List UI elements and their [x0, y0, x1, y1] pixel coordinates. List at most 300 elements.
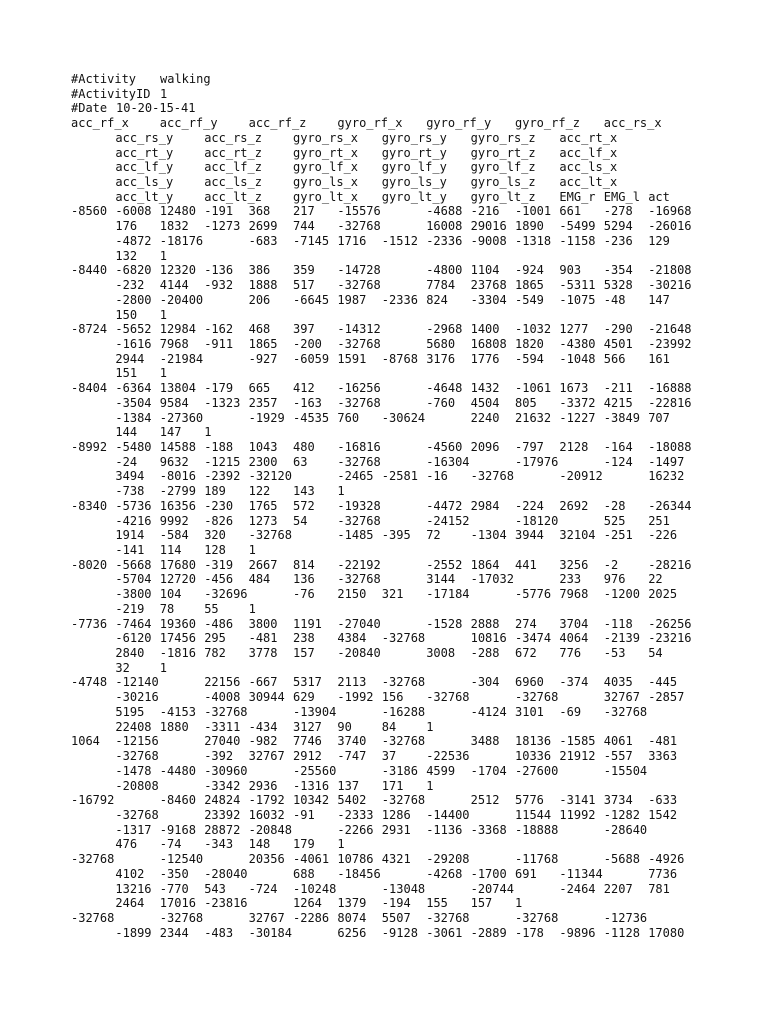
record-line [71, 720, 751, 735]
cell: 3778 [248, 646, 278, 661]
cell: -4124 [470, 704, 507, 719]
cell: 2699 [248, 219, 278, 234]
column-header-line [71, 175, 751, 190]
cell: -28040 [204, 866, 248, 881]
cell: -5688 [603, 852, 640, 867]
record-line [71, 793, 751, 808]
cell: 19360 [159, 616, 196, 631]
cell: acc_rt_x [559, 130, 618, 145]
cell: -18888 [515, 822, 559, 837]
cell: 2667 [248, 557, 278, 572]
cell: -13048 [381, 881, 426, 896]
cell: -278 [603, 204, 633, 219]
cell: -747 [337, 749, 367, 764]
cell: -191 [204, 204, 234, 219]
cell: -2968 [426, 322, 463, 337]
cell: -4480 [159, 763, 196, 778]
cell: 23392 [204, 807, 241, 822]
record-line [71, 440, 751, 455]
cell: -1512 [381, 233, 418, 248]
cell: acc_lf_x [559, 145, 618, 160]
cell: -32768 [603, 704, 648, 719]
cell: 484 [248, 572, 271, 587]
cell: -230 [204, 498, 234, 513]
cell: 1765 [248, 498, 278, 513]
cell: -16792 [71, 793, 115, 808]
cell: -633 [648, 793, 678, 808]
cell: 16356 [159, 498, 196, 513]
cell: -32768 [337, 219, 381, 234]
cell: 543 [204, 881, 226, 896]
record-line [71, 263, 751, 278]
cell: 2240 [470, 410, 500, 425]
cell: 1 [159, 366, 168, 381]
record-line [71, 617, 751, 632]
cell: 1191 [293, 616, 322, 631]
cell: 1 [159, 307, 168, 322]
cell: -1478 [115, 763, 152, 778]
cell: -23992 [648, 336, 692, 351]
cell: 137 [337, 778, 360, 793]
cell: 238 [293, 631, 315, 646]
cell: 55 [204, 601, 219, 616]
cell: -2333 [337, 807, 374, 822]
cell: 7968 [159, 336, 189, 351]
record-line [71, 219, 751, 234]
cell: 29016 [470, 219, 507, 234]
cell: -1304 [470, 528, 507, 543]
cell: 12480 [159, 204, 196, 219]
cell: 3488 [470, 734, 500, 749]
cell: 1379 [337, 896, 367, 911]
cell: 2207 [603, 881, 633, 896]
cell: -7736 [71, 616, 108, 631]
cell: -32768 [470, 469, 514, 484]
cell: -3474 [515, 631, 552, 646]
cell: 480 [293, 439, 315, 454]
cell: -13904 [293, 704, 337, 719]
cell: 206 [248, 292, 271, 307]
cell: -2581 [381, 469, 418, 484]
cell: 707 [648, 410, 670, 425]
cell: -1215 [204, 454, 241, 469]
cell: 10816 [470, 631, 507, 646]
cell: -5311 [559, 278, 596, 293]
cell: -32120 [248, 469, 292, 484]
cell: 78 [159, 601, 175, 616]
cell: 90 [337, 719, 352, 734]
cell: -26344 [648, 498, 692, 513]
cell: -16816 [337, 439, 381, 454]
cell: -32768 [381, 631, 426, 646]
cell: -32768 [337, 572, 381, 587]
cell: -28 [603, 498, 626, 513]
cell: -2336 [381, 292, 418, 307]
cell: -20848 [248, 822, 292, 837]
cell: -8560 [71, 204, 108, 219]
record-line [71, 278, 751, 293]
record-line [71, 484, 751, 499]
cell: -4061 [293, 852, 330, 867]
date-label: #Date [71, 101, 108, 116]
cell: -1317 [115, 822, 152, 837]
cell: -2800 [115, 292, 152, 307]
cell: gyro_ls_x [293, 175, 359, 190]
cell: 1914 [115, 528, 145, 543]
cell: -251 [603, 528, 633, 543]
cell: 1542 [648, 807, 678, 822]
cell: EMG_r [559, 189, 596, 204]
record-line [71, 631, 751, 646]
cell: 2128 [559, 439, 589, 454]
cell: -4688 [426, 204, 463, 219]
cell: -1992 [337, 690, 374, 705]
cell: -738 [115, 484, 145, 499]
cell: 161 [648, 351, 670, 366]
cell: -1075 [559, 292, 596, 307]
cell: -11768 [515, 852, 559, 867]
cell: -18176 [159, 233, 204, 248]
cell: -392 [204, 749, 234, 764]
cell: 3176 [426, 351, 456, 366]
cell: -14312 [337, 322, 381, 337]
cell: -164 [603, 439, 633, 454]
cell: 54 [648, 646, 663, 661]
cell: -924 [515, 263, 544, 278]
cell: -2465 [337, 469, 374, 484]
cell: 1591 [337, 351, 367, 366]
cell: 54 [293, 513, 308, 528]
cell: -350 [159, 866, 189, 881]
cell: -6364 [115, 381, 152, 396]
cell: 84 [381, 719, 397, 734]
cell: -124 [603, 454, 633, 469]
activity-id-value: 1 [160, 86, 168, 101]
cell: gyro_lf_y [381, 160, 447, 175]
record-line [71, 896, 751, 911]
cell: -354 [603, 263, 633, 278]
cell: -22536 [426, 749, 470, 764]
cell: -1528 [426, 616, 463, 631]
cell: 3144 [426, 572, 456, 587]
cell: 8074 [337, 910, 367, 925]
cell: -15576 [337, 204, 381, 219]
cell: -20744 [470, 881, 514, 896]
cell: -4268 [426, 866, 463, 881]
cell: -1048 [559, 351, 596, 366]
cell: 7784 [426, 278, 456, 293]
column-header-line [71, 146, 751, 161]
cell: 6960 [515, 675, 544, 690]
cell: -4648 [426, 381, 463, 396]
cell: -1816 [159, 646, 196, 661]
cell: -30216 [648, 278, 692, 293]
cell: -8440 [71, 263, 108, 278]
cell: -178 [515, 925, 544, 940]
record-line [71, 764, 751, 779]
cell: 386 [248, 263, 271, 278]
cell: -5480 [115, 439, 152, 454]
cell: -584 [159, 528, 189, 543]
cell: 1890 [515, 219, 544, 234]
cell: -14728 [337, 263, 381, 278]
record-line [71, 587, 751, 602]
cell: -26256 [648, 616, 692, 631]
cell: 4061 [603, 734, 633, 749]
cell: -26016 [648, 219, 692, 234]
cell: acc_rf_z [248, 116, 307, 131]
record-line [71, 558, 751, 573]
cell: acc_rs_x [603, 116, 662, 131]
cell: 27040 [204, 734, 241, 749]
cell: -1316 [293, 778, 330, 793]
record-line [71, 661, 751, 676]
cell: 1 [337, 484, 345, 499]
record-line [71, 514, 751, 529]
cell: 72 [426, 528, 441, 543]
cell: -1128 [603, 925, 640, 940]
record-line [71, 499, 751, 514]
record-line [71, 352, 751, 367]
cell: acc_rs_y [115, 130, 174, 145]
cell: 136 [293, 572, 315, 587]
cell: -6008 [115, 204, 152, 219]
cell: -1227 [559, 410, 596, 425]
activity-value: walking [160, 72, 211, 86]
cell: 7968 [559, 587, 589, 602]
cell: -76 [293, 587, 315, 602]
cell: 11544 [515, 807, 552, 822]
cell: 16008 [426, 219, 463, 234]
cell: 397 [293, 322, 315, 337]
cell: -32768 [337, 395, 381, 410]
cell: 295 [204, 631, 226, 646]
cell: 176 [115, 219, 138, 234]
cell: gyro_rf_z [515, 116, 581, 131]
cell: -16 [426, 469, 448, 484]
cell: -5704 [115, 572, 152, 587]
cell: -32768 [159, 910, 204, 925]
cell: -456 [204, 572, 234, 587]
cell: acc_rf_y [159, 116, 218, 131]
cell: 251 [648, 513, 670, 528]
cell: 1064 [71, 734, 100, 749]
cell: -1323 [204, 395, 241, 410]
cell: 3740 [337, 734, 367, 749]
cell: -32768 [337, 513, 381, 528]
cell: -32768 [381, 793, 426, 808]
cell: 665 [248, 381, 271, 396]
cell: -32768 [426, 690, 470, 705]
cell: -16968 [648, 204, 692, 219]
cell: 11992 [559, 807, 596, 822]
cell: -8460 [159, 793, 196, 808]
cell: -2392 [204, 469, 241, 484]
cell: -162 [204, 322, 234, 337]
cell: -1929 [248, 410, 285, 425]
cell: 157 [470, 896, 493, 911]
cell: -25560 [293, 763, 337, 778]
cell: 24824 [204, 793, 241, 808]
cell: 150 [115, 307, 138, 322]
record-line [71, 381, 751, 396]
cell: -141 [115, 543, 145, 557]
cell: 5317 [293, 675, 322, 690]
cell: -8724 [71, 322, 108, 337]
cell: -163 [293, 395, 322, 410]
cell: 1864 [470, 557, 500, 572]
cell: -219 [115, 601, 145, 616]
cell: 2096 [470, 439, 500, 454]
cell: 233 [559, 572, 582, 587]
cell: 2912 [293, 749, 322, 764]
cell: -32768 [115, 749, 159, 764]
cell: 3127 [293, 719, 322, 734]
cell: 9584 [159, 395, 189, 410]
cell: -2139 [603, 631, 640, 646]
cell: 274 [515, 616, 537, 631]
cell: 1273 [248, 513, 278, 528]
cell: 114 [159, 543, 182, 557]
cell: -16888 [648, 381, 692, 396]
cell: -5652 [115, 322, 152, 337]
cell: -1318 [515, 233, 552, 248]
cell: gyro_rt_z [470, 145, 536, 160]
cell: 1 [337, 837, 345, 852]
cell: -2857 [648, 690, 685, 705]
cell: 32 [115, 660, 130, 675]
cell: -2889 [470, 925, 507, 940]
cell: -20912 [559, 469, 603, 484]
cell: -4472 [426, 498, 463, 513]
cell: 2300 [248, 454, 278, 469]
cell: -12140 [115, 675, 159, 690]
cell: 441 [515, 557, 537, 572]
cell: -483 [204, 925, 234, 940]
cell: 1286 [381, 807, 411, 822]
cell: -932 [204, 278, 234, 293]
cell: 3704 [559, 616, 589, 631]
record-line [71, 411, 751, 426]
cell: -3311 [204, 719, 241, 734]
cell: 1 [159, 660, 168, 675]
cell: -32768 [515, 690, 559, 705]
cell: 320 [204, 528, 226, 543]
cell: acc_ls_y [115, 175, 174, 190]
cell: 129 [648, 233, 670, 248]
cell: -16256 [337, 381, 381, 396]
record-line [71, 366, 751, 381]
cell: -48 [603, 292, 626, 307]
record-line [71, 396, 751, 411]
cell: -304 [470, 675, 500, 690]
cell: -32768 [337, 278, 381, 293]
cell: -3061 [426, 925, 463, 940]
cell: 6256 [337, 925, 367, 940]
cell: -2 [603, 557, 619, 572]
cell: gyro_lt_x [293, 189, 359, 204]
cell: -32696 [204, 587, 248, 602]
cell: -797 [515, 439, 544, 454]
record-line [71, 204, 751, 219]
cell: 151 [115, 366, 138, 381]
cell: 525 [603, 513, 626, 528]
cell: -481 [648, 734, 678, 749]
cell: 4501 [603, 336, 633, 351]
cell: 63 [293, 454, 308, 469]
cell: 4321 [381, 852, 411, 867]
cell: -12156 [115, 734, 159, 749]
cell: -3504 [115, 395, 152, 410]
cell: -3372 [559, 395, 596, 410]
cell: -3849 [603, 410, 640, 425]
cell: 157 [293, 646, 315, 661]
record-line [71, 425, 751, 440]
cell: -2799 [159, 484, 196, 499]
cell: 16032 [248, 807, 285, 822]
cell: acc_lt_x [559, 175, 618, 190]
record-line [71, 572, 751, 587]
cell: 122 [248, 484, 271, 499]
cell: -28640 [603, 822, 648, 837]
cell: 13216 [115, 881, 152, 896]
cell: gyro_ls_z [470, 175, 536, 190]
cell: 30944 [248, 690, 285, 705]
cell: -7145 [293, 233, 330, 248]
cell: -6120 [115, 631, 152, 646]
cell: -32768 [381, 675, 426, 690]
cell: 132 [115, 248, 138, 263]
cell: -20808 [115, 778, 159, 793]
cell: 5776 [515, 793, 544, 808]
cell: 2464 [115, 896, 145, 911]
cell: -594 [515, 351, 544, 366]
cell: 20356 [248, 852, 285, 867]
cell: -395 [381, 528, 411, 543]
cell: 468 [248, 322, 271, 337]
cell: 4102 [115, 866, 145, 881]
cell: 10336 [515, 749, 552, 764]
cell: acc_ls_z [204, 175, 262, 190]
cell: 2936 [248, 778, 278, 793]
cell: -770 [159, 881, 189, 896]
cell: -1704 [470, 763, 507, 778]
cell: -1001 [515, 204, 552, 219]
cell: 1400 [470, 322, 500, 337]
cell: -16288 [381, 704, 426, 719]
cell: gyro_rt_y [381, 145, 447, 160]
cell: 22 [648, 572, 663, 587]
cell: -9168 [159, 822, 196, 837]
cell: gyro_rs_x [293, 130, 359, 145]
cell: 37 [381, 749, 397, 764]
cell: 4504 [470, 395, 500, 410]
cell: -3141 [559, 793, 596, 808]
cell: -2266 [337, 822, 374, 837]
cell: -118 [603, 616, 633, 631]
cell: 1888 [248, 278, 278, 293]
cell: -20840 [337, 646, 381, 661]
cell: 776 [559, 646, 582, 661]
cell: 13804 [159, 381, 196, 396]
record-line [71, 293, 751, 308]
cell: 22156 [204, 675, 241, 690]
cell: -30184 [248, 925, 292, 940]
record-line [71, 705, 751, 720]
cell: EMG_l [603, 189, 640, 204]
cell: 3256 [559, 557, 589, 572]
cell: 688 [293, 866, 315, 881]
